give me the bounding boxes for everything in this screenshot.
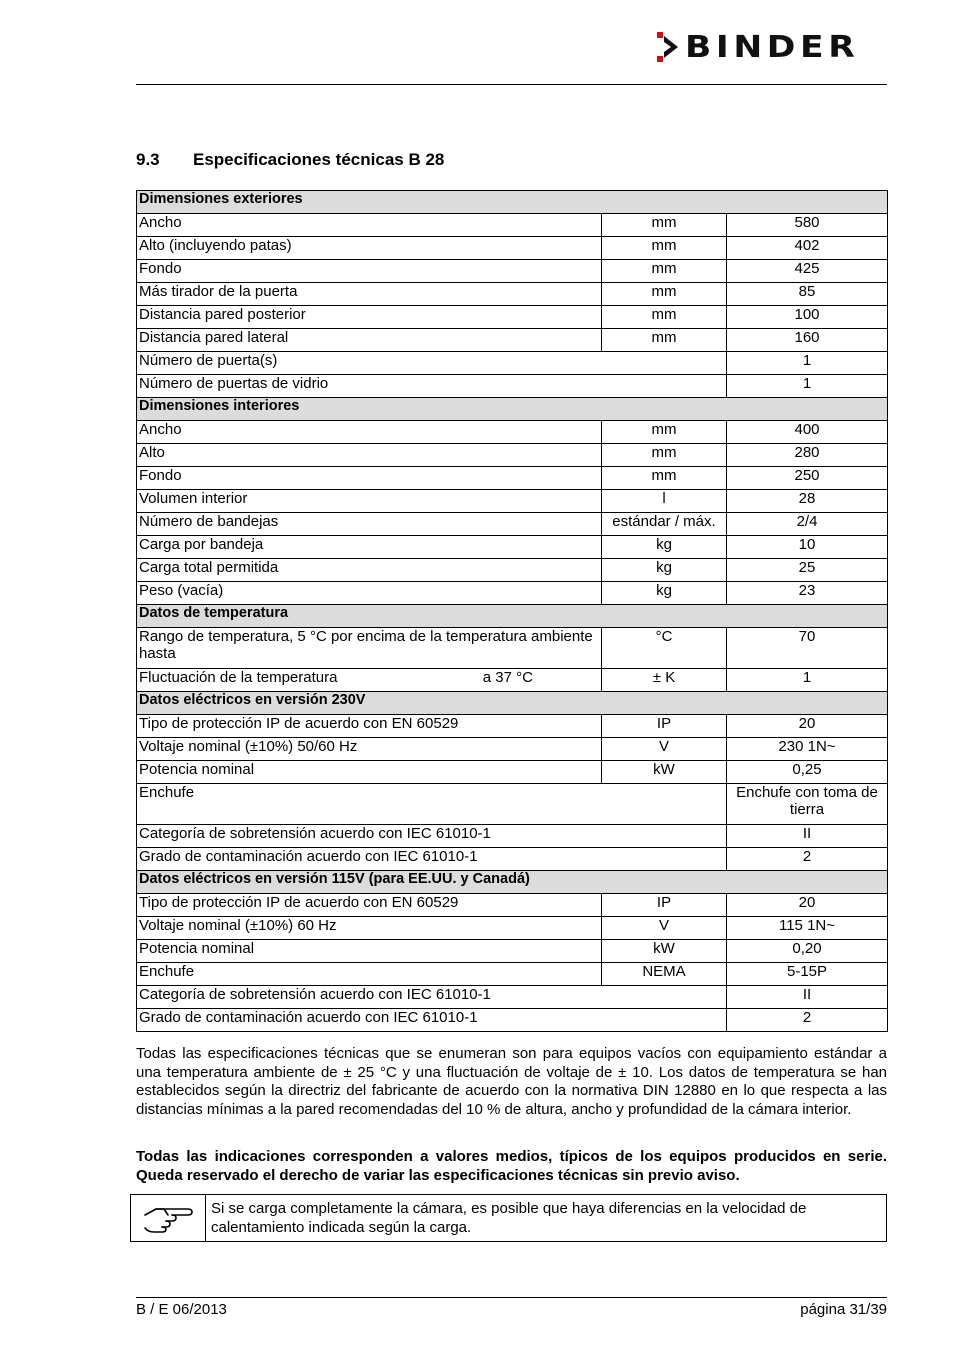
- table-row: Rango de temperatura, 5 °C por encima de la temperatura ambiente hasta °C 70: [137, 628, 888, 669]
- table-row: Distancia pared posterior mm 100: [137, 306, 888, 329]
- note-text: Si se carga completamente la cámara, es posible que haya diferencias en la velocidad de calentamiento indicada según la carga.: [211, 1200, 807, 1236]
- table-row: Número de bandejas estándar / máx. 2/4: [137, 513, 888, 536]
- spec-table: [136, 190, 888, 1032]
- binder-logo-mark-icon: [655, 30, 681, 64]
- table-row: Fluctuación de la temperatura a 37 °C ± K 1: [137, 669, 888, 692]
- section-row: [137, 605, 888, 628]
- table-row: Grado de contaminación acuerdo con IEC 61010-1 2: [137, 1009, 888, 1032]
- table-row: Fondo mm 425: [137, 260, 888, 283]
- table-row: Carga total permitida kg 25: [137, 559, 888, 582]
- pointing-hand-icon: [142, 1201, 194, 1235]
- table-row: Categoría de sobretensión acuerdo con IEC 61010-1 II: [137, 986, 888, 1009]
- note-icon-cell: [131, 1195, 206, 1241]
- binder-logo: [655, 30, 887, 64]
- table-row: Tipo de protección IP de acuerdo con EN 60529 IP 20: [137, 894, 888, 917]
- section-row: [137, 398, 888, 421]
- table-row: Alto (incluyendo patas) mm 402: [137, 237, 888, 260]
- table-row: Distancia pared lateral mm 160: [137, 329, 888, 352]
- table-row: Número de puerta(s) 1: [137, 352, 888, 375]
- section-row: [137, 871, 888, 894]
- section-label: Datos eléctricos en versión 230V: [137, 692, 888, 715]
- disclaimer-paragraph: Todas las indicaciones corresponden a valores medios, típicos de los equipos producidos en serie. Queda reservado el derecho de variar las especificaciones técnicas sin previo aviso.: [136, 1148, 887, 1184]
- section-row: [137, 692, 888, 715]
- fluctuation-condition: a 37 °C: [482, 669, 533, 686]
- table-row: Tipo de protección IP de acuerdo con EN 60529 IP 20: [137, 715, 888, 738]
- table-row: Potencia nominal kW 0,25: [137, 761, 888, 784]
- section-label: Datos de temperatura: [137, 605, 888, 628]
- section-label: Dimensiones interiores: [137, 398, 888, 421]
- footer-edition: B / E 06/2013: [136, 1301, 227, 1318]
- table-row: Volumen interior l 28: [137, 490, 888, 513]
- table-row: Número de puertas de vidrio 1: [137, 375, 888, 398]
- table-row: Potencia nominal kW 0,20: [137, 940, 888, 963]
- header-rule: [136, 84, 887, 85]
- section-title: Especificaciones técnicas B 28: [193, 150, 445, 169]
- table-row: Alto mm 280: [137, 444, 888, 467]
- table-row: Voltaje nominal (±10%) 60 Hz V 115 1N~: [137, 917, 888, 940]
- section-label: Datos eléctricos en versión 115V (para EE.UU. y Canadá): [137, 871, 888, 894]
- table-row: Carga por bandeja kg 10: [137, 536, 888, 559]
- table-row: Ancho mm 580: [137, 214, 888, 237]
- fluctuation-label: Fluctuación de la temperatura: [139, 669, 338, 686]
- note-box: [130, 1194, 887, 1242]
- brand-name: BINDER: [685, 29, 860, 65]
- table-row: Enchufe Enchufe con toma de tierra: [137, 784, 888, 825]
- footer-rule: [136, 1297, 887, 1298]
- table-row: Grado de contaminación acuerdo con IEC 61010-1 2: [137, 848, 888, 871]
- specs-note-paragraph: Todas las especificaciones técnicas que se enumeran son para equipos vacíos con equipamiento estándar a una temperatura ambiente de ± 25 °C y una fluctuación de voltaje de ± 10. Los datos de temperatura se han establecidos según la directriz del fabricante de acuerdo con la normativa DIN 12880 en lo que respecta a las distancias mínimas a la pared recomendadas del 10 % de altura, ancho y profundidad de la cámara interior.: [136, 1045, 887, 1118]
- table-row: Más tirador de la puerta mm 85: [137, 283, 888, 306]
- section-heading: [136, 150, 444, 170]
- table-row: Voltaje nominal (±10%) 50/60 Hz V 230 1N~: [137, 738, 888, 761]
- table-row: Categoría de sobretensión acuerdo con IEC 61010-1 II: [137, 825, 888, 848]
- table-row: Fondo mm 250: [137, 467, 888, 490]
- footer-page-number: página 31/39: [800, 1301, 887, 1318]
- section-label: Dimensiones exteriores: [137, 191, 888, 214]
- section-row: [137, 191, 888, 214]
- section-number: 9.3: [136, 150, 160, 169]
- table-row: Peso (vacía) kg 23: [137, 582, 888, 605]
- table-row: Ancho mm 400: [137, 421, 888, 444]
- table-row: Enchufe NEMA 5-15P: [137, 963, 888, 986]
